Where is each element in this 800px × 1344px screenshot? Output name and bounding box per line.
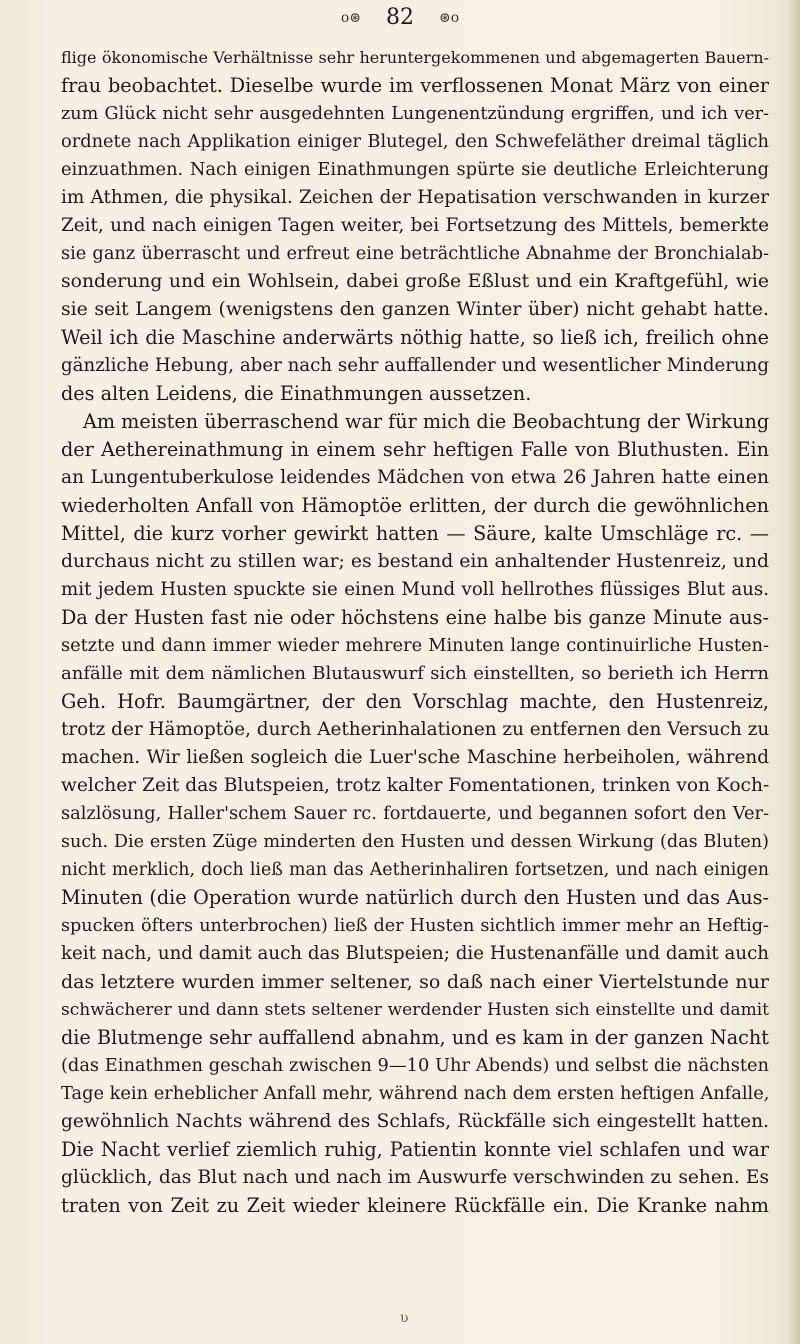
- text-line: flige ökonomische Verhältnisse sehr heruntergekommenen und abgemagerten Bauern-: [61, 48, 769, 67]
- text-line: machen. Wir ließen sogleich die Luer'sche Maschine herbeiholen, während: [61, 747, 769, 768]
- text-line: Da der Husten fast nie oder höchstens eine halbe bis ganze Minute aus-: [61, 606, 769, 629]
- text-line: im Athmen, die physikal. Zeichen der Hepatisation verschwanden in kurzer: [61, 187, 769, 208]
- text-line: Geh. Hofr. Baumgärtner, der den Vorschlag machte, den Hustenreiz,: [61, 690, 769, 713]
- text-line: welcher Zeit das Blutspeien, trotz kalter Fomentationen, trinken von Koch-: [61, 775, 769, 796]
- text-line: keit nach, und damit auch das Blutspeien; die Hustenanfälle und damit auch: [61, 943, 769, 964]
- text-line: salzlösung, Haller'schem Sauer rc. fortdauerte, und begannen sofort den Ver-: [61, 803, 769, 824]
- page-header: [0, 4, 800, 32]
- text-line: Am meisten überraschend war für mich die Beobachtung der Wirkung: [83, 410, 769, 433]
- text-line: traten von Zeit zu Zeit wieder kleinere Rückfälle ein. Die Kranke nahm: [61, 1194, 769, 1217]
- text-line: Weil ich die Maschine anderwärts nöthig hatte, so ließ ich, freilich ohne: [61, 326, 769, 349]
- text-line: glücklich, das Blut nach und nach im Auswurfe verschwinden zu sehen. Es: [61, 1167, 769, 1188]
- header-ornament-left: o⊛: [340, 10, 361, 26]
- text-line: durchaus nicht zu stillen war; es bestand ein anhaltender Hustenreiz, und: [61, 551, 769, 572]
- text-line: sie ganz überrascht und erfreut eine beträchtliche Abnahme der Bronchialab-: [61, 243, 769, 264]
- text-line: schwächerer und dann stets seltener werdender Husten sich einstellte und damit: [61, 1000, 769, 1020]
- text-line: anfälle mit dem nämlichen Blutauswurf sich einstellten, so berieth ich Herrn: [61, 663, 769, 684]
- text-line: Tage kein erheblicher Anfall mehr, während nach dem ersten heftigen Anfalle,: [61, 1083, 769, 1104]
- text-line: mit jedem Husten spuckte sie einen Mund voll hellrothes flüssiges Blut aus.: [61, 579, 769, 600]
- text-line: spucken öfters unterbrochen) ließ der Husten sichtlich immer mehr an Heftig-: [61, 916, 769, 936]
- text-line: an Lungentuberkulose leidendes Mädchen von etwa 26 Jahren hatte einen: [61, 467, 769, 488]
- page-edge-shadow: [786, 0, 800, 1344]
- text-line: gewöhnlich Nachts während des Schlafs, Rückfälle sich eingestellt hatten.: [61, 1111, 769, 1132]
- text-line: der Aethereinathmung in einem sehr heftigen Falle von Bluthusten. Ein: [61, 438, 769, 461]
- page-number: 82: [386, 5, 414, 30]
- text-line: nicht merklich, doch ließ man das Aetherinhaliren fortsetzen, und nach einigen: [61, 860, 769, 880]
- text-line-paragraph-end: des alten Leidens, die Einathmungen aussetzen.: [61, 382, 532, 405]
- text-line: zum Glück nicht sehr ausgedehnten Lungenentzündung ergriffen, und ich ver-: [61, 104, 769, 124]
- text-line: das letztere wurden immer seltener, so daß nach einer Viertelstunde nur: [61, 971, 769, 993]
- text-line: einzuathmen. Nach einigen Einathmungen spürte sie deutliche Erleichterung: [61, 159, 769, 180]
- text-line: gänzliche Hebung, aber nach sehr auffallender und wesentlicher Minderung: [61, 355, 769, 376]
- text-line: such. Die ersten Züge minderten den Husten und dessen Wirkung (das Bluten): [61, 832, 769, 852]
- text-line: Zeit, und nach einigen Tagen weiter, bei Fortsetzung des Mittels, bemerkte: [61, 215, 769, 236]
- text-line: wiederholten Anfall von Hämoptöe erlitten, der durch die gewöhnlichen: [61, 494, 769, 517]
- text-line: (das Einathmen geschah zwischen 9—10 Uhr Abends) und selbst die nächsten: [61, 1055, 769, 1076]
- header-ornament-right: ⊛o: [439, 10, 460, 26]
- text-line: Die Nacht verlief ziemlich ruhig, Patientin konnte viel schlafen und war: [61, 1138, 769, 1161]
- footer-signature-mark: ʋ: [400, 1310, 409, 1326]
- text-line: sie seit Langem (wenigstens den ganzen Winter über) nicht gehabt hatte.: [61, 299, 769, 320]
- text-line: setzte und dann immer wieder mehrere Minuten lange continuirliche Husten-: [61, 635, 769, 656]
- text-line: ordnete nach Applikation einiger Blutegel, den Schwefeläther dreimal täglich: [61, 131, 769, 152]
- text-line: Mittel, die kurz vorher gewirkt hatten — Säure, kalte Umschläge rc. —: [61, 522, 769, 545]
- body-text: [61, 44, 769, 1220]
- text-line: die Blutmenge sehr auffallend abnahm, und es kam in der ganzen Nacht: [61, 1026, 769, 1049]
- text-line: trotz der Hämoptöe, durch Aetherinhalationen zu entfernen den Versuch zu: [61, 719, 769, 740]
- text-line: frau beobachtet. Dieselbe wurde im verflossenen Monat März von einer: [61, 74, 769, 97]
- text-line: Minuten (die Operation wurde natürlich durch den Husten und das Aus-: [61, 886, 769, 909]
- text-line: sonderung und ein Wohlsein, dabei große Eßlust und ein Kraftgefühl, wie: [61, 271, 769, 292]
